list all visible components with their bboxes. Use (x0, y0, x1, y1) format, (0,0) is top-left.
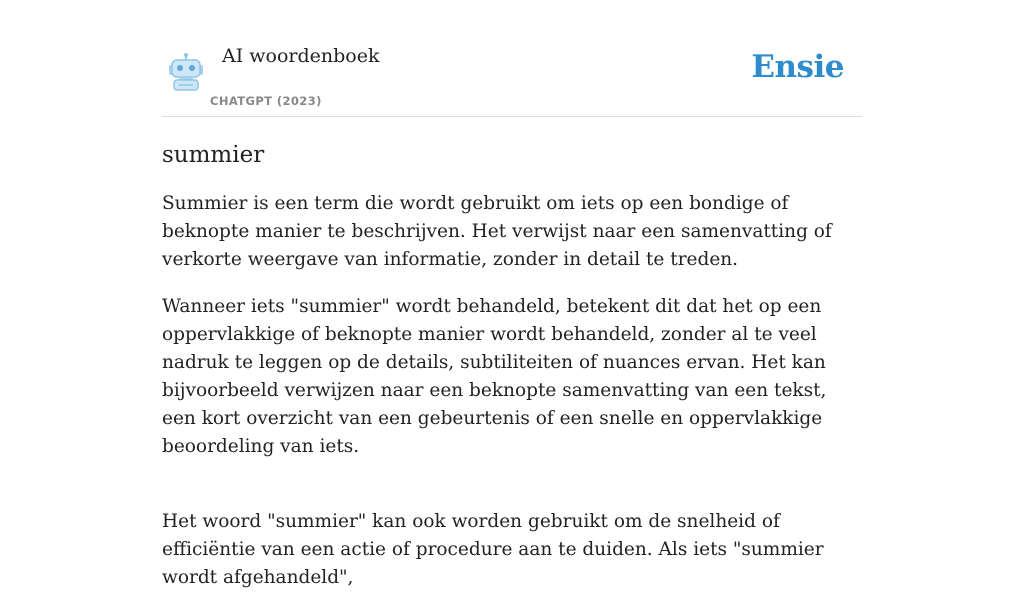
source-subtitle: CHATGPT (2023) (210, 94, 322, 108)
source-title[interactable]: AI woordenboek (222, 45, 380, 67)
paragraph: Het woord "summier" kan ook worden gebruikt om de snelheid of efficiëntie van een actie of procedure aan te duiden. Als iets "summier wordt afgehandeld", (162, 511, 824, 588)
robot-icon (166, 52, 206, 92)
paragraph: Wanneer iets "summier" wordt behandeld, betekent dit dat het op een oppervlakkige of beknopte manier wordt behandeld, zonder al te veel nadruk te leggen op de details, subtiliteiten of nuances ervan. Het kan bijvoorbeeld verwijzen naar een beknopte samenvatting van een tekst, een kort overzicht van een gebeurtenis of een snelle en oppervlakkige beoordeling van iets. (162, 296, 827, 457)
brand-logo[interactable]: Ensie (751, 49, 844, 85)
entry-term: summier (162, 142, 265, 168)
entry-content (162, 140, 852, 611)
entry-header (162, 0, 862, 117)
paragraph: Summier is een term die wordt gebruikt om iets op een bondige of beknopte manier te beschrijven. Het verwijst naar een samenvatting of verkorte weergave van informatie, zonder in detail te treden. (162, 193, 832, 270)
